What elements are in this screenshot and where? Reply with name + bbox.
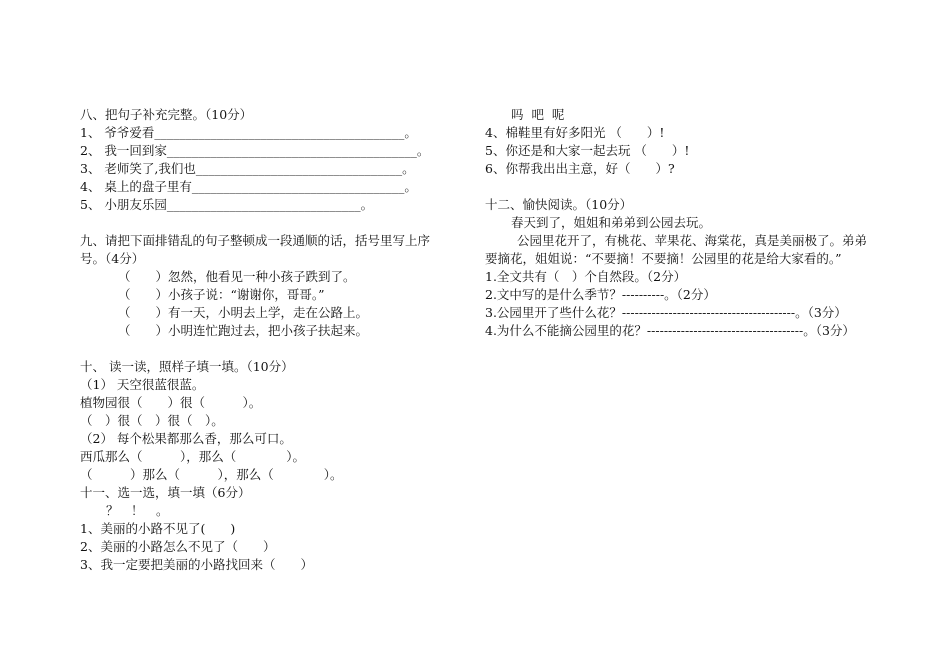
section-11-title: 十一、选一选，填一填（6分） [80, 485, 251, 500]
section-8-item: 1、 爷爷爱看________________________________________。 [80, 125, 417, 140]
section-8-item: 3、 老师笑了,我们也_________________________________。 [80, 161, 415, 176]
spacer [80, 340, 465, 358]
section-10-line: （ ）那么（ ），那么（ ）。 [80, 467, 343, 482]
reading-question: 4.为什么不能摘公园里的花？-------------------------------------。（3分） [485, 323, 855, 338]
section-8-item: 2、 我一回到家________________________________________。 [80, 143, 430, 158]
section-10-line: 植物园很（ ）很（ ）。 [80, 395, 262, 410]
section-9-item: （ ）小孩子说：“谢谢你，哥哥。” [118, 287, 325, 302]
spacer [80, 214, 465, 232]
reading-question: 3.公园里开了些什么花？-----------------------------------------。（3分） [485, 305, 847, 320]
section-9-item: （ ）小明连忙跑过去，把小孩子扶起来。 [118, 323, 369, 338]
left-column [80, 106, 465, 574]
section-10-line: （1） 天空很蓝很蓝。 [80, 377, 205, 392]
section-9-item: （ ）有一天，小明去上学，走在公路上。 [118, 305, 369, 320]
section-8-item: 5、 小朋友乐园_______________________________。 [80, 197, 374, 212]
section-11-item: 6、你帮我出出主意，好（ ）? [485, 161, 675, 176]
section-12-title: 十二、愉快阅读。（10分） [485, 197, 633, 212]
section-10-line: 西瓜那么（ ），那么（ ）。 [80, 449, 306, 464]
section-9-item: （ ）忽然，他看见一种小孩子跌到了。 [118, 269, 356, 284]
section-9-title-line1: 九、请把下面排错乱的句子整顿成一段通顺的话，括号里写上序 [80, 233, 431, 248]
section-11-item: 1、美丽的小路不见了( ) [80, 521, 236, 536]
section-11-options: ？ ！ 。 [106, 503, 169, 518]
section-11-item: 5、你还是和大家一起去玩 （ ）! [485, 143, 690, 158]
section-8-item: 4、 桌上的盘子里有__________________________________。 [80, 179, 417, 194]
section-8-title: 八、把句子补充完整。（10分） [80, 107, 253, 122]
reading-passage-line1: 春天到了，姐姐和弟弟到公园去玩。 [511, 215, 712, 230]
section-11-word-options: 吗 吧 呢 [511, 107, 565, 122]
right-column [485, 106, 875, 340]
section-9-title-line2: 号。（4分） [80, 251, 145, 266]
section-11-item: 4、棉鞋里有好多阳光 （ ）! [485, 125, 665, 140]
reading-question: 2.文中写的是什么季节？----------。（2分） [485, 287, 716, 302]
section-10-title: 十、 读一读，照样子填一填。（10分） [80, 359, 294, 374]
section-10-line: （2） 每个松果都那么香，那么可口。 [80, 431, 292, 446]
spacer [485, 178, 875, 196]
section-10-line: （ ）很（ ）很（ ）。 [80, 413, 224, 428]
section-11-item: 2、美丽的小路怎么不见了（ ） [80, 539, 276, 554]
reading-question: 1.全文共有（ ）个自然段。（2分） [485, 269, 687, 284]
reading-passage-paragraph: 公园里花开了，有桃花、苹果花、海棠花，真是美丽极了。弟弟要摘花，姐姐说：“不要摘！不要摘！公园里的花是给大家看的。” [485, 233, 868, 266]
section-11-item: 3、我一定要把美丽的小路找回来（ ） [80, 557, 313, 572]
